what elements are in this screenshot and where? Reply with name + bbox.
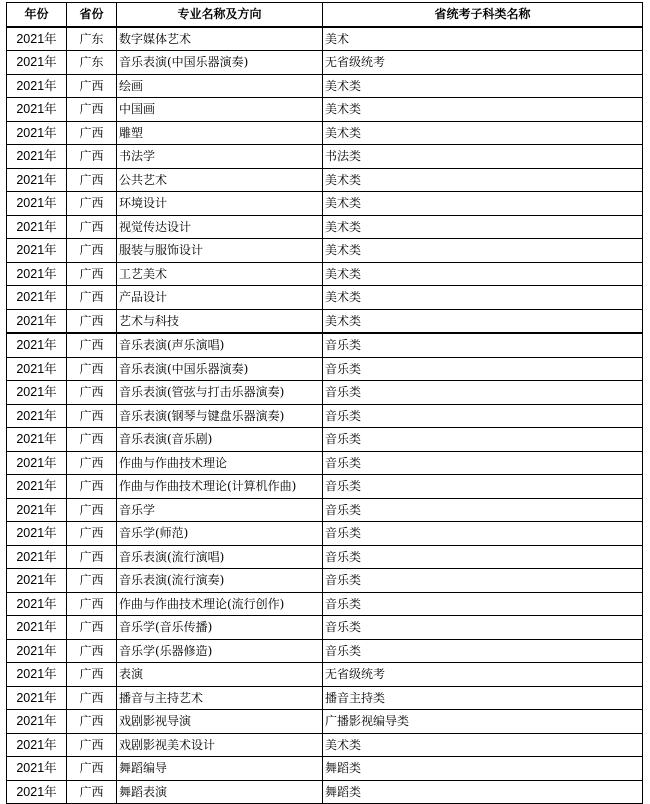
cell-province: 广西: [67, 239, 117, 263]
cell-category: 美术类: [323, 215, 643, 239]
header-province: 省份: [67, 3, 117, 27]
cell-province: 广西: [67, 569, 117, 593]
cell-year: 2021年: [7, 475, 67, 499]
cell-year: 2021年: [7, 262, 67, 286]
header-category: 省统考子科类名称: [323, 3, 643, 27]
cell-year: 2021年: [7, 592, 67, 616]
cell-province: 广西: [67, 381, 117, 405]
table-row: [7, 74, 643, 98]
table-row: [7, 451, 643, 475]
header-row: [7, 3, 643, 27]
table-row: [7, 121, 643, 145]
cell-province: 广西: [67, 145, 117, 169]
enrollment-table: [6, 2, 643, 804]
cell-province: 广西: [67, 98, 117, 122]
table-row: [7, 710, 643, 734]
cell-province: 广西: [67, 309, 117, 333]
cell-province: 广西: [67, 451, 117, 475]
table-row: [7, 357, 643, 381]
cell-province: 广西: [67, 357, 117, 381]
cell-province: 广西: [67, 168, 117, 192]
cell-province: 广西: [67, 428, 117, 452]
cell-province: 广西: [67, 74, 117, 98]
cell-province: 广东: [67, 27, 117, 51]
cell-year: 2021年: [7, 98, 67, 122]
cell-category: 舞蹈类: [323, 757, 643, 781]
table-row: [7, 98, 643, 122]
cell-major: 书法学: [117, 145, 323, 169]
cell-category: 美术类: [323, 262, 643, 286]
cell-major: 数字媒体艺术: [117, 27, 323, 51]
table-row: [7, 639, 643, 663]
cell-category: 音乐类: [323, 381, 643, 405]
table-row: [7, 145, 643, 169]
cell-year: 2021年: [7, 333, 67, 357]
cell-year: 2021年: [7, 404, 67, 428]
cell-year: 2021年: [7, 357, 67, 381]
cell-year: 2021年: [7, 639, 67, 663]
cell-category: 音乐类: [323, 451, 643, 475]
cell-major: 音乐表演(声乐演唱): [117, 333, 323, 357]
cell-major: 播音与主持艺术: [117, 686, 323, 710]
cell-category: 音乐类: [323, 357, 643, 381]
cell-year: 2021年: [7, 51, 67, 75]
table-row: [7, 51, 643, 75]
cell-major: 戏剧影视美术设计: [117, 733, 323, 757]
header-year: 年份: [7, 3, 67, 27]
cell-year: 2021年: [7, 215, 67, 239]
cell-province: 广西: [67, 710, 117, 734]
header-major: 专业名称及方向: [117, 3, 323, 27]
cell-major: 产品设计: [117, 286, 323, 310]
table-row: [7, 545, 643, 569]
cell-category: 音乐类: [323, 428, 643, 452]
cell-category: 无省级统考: [323, 663, 643, 687]
cell-major: 音乐学(乐器修造): [117, 639, 323, 663]
table-row: [7, 780, 643, 804]
cell-year: 2021年: [7, 168, 67, 192]
cell-major: 视觉传达设计: [117, 215, 323, 239]
cell-major: 音乐学(音乐传播): [117, 616, 323, 640]
cell-province: 广西: [67, 522, 117, 546]
cell-major: 音乐表演(音乐剧): [117, 428, 323, 452]
table-row: [7, 262, 643, 286]
cell-year: 2021年: [7, 569, 67, 593]
cell-year: 2021年: [7, 121, 67, 145]
cell-province: 广西: [67, 121, 117, 145]
cell-major: 表演: [117, 663, 323, 687]
cell-major: 音乐表演(流行演唱): [117, 545, 323, 569]
table-row: [7, 733, 643, 757]
cell-year: 2021年: [7, 381, 67, 405]
cell-category: 音乐类: [323, 569, 643, 593]
table-row: [7, 333, 643, 357]
cell-province: 广西: [67, 592, 117, 616]
cell-year: 2021年: [7, 27, 67, 51]
cell-category: 美术类: [323, 286, 643, 310]
cell-year: 2021年: [7, 663, 67, 687]
cell-province: 广西: [67, 192, 117, 216]
cell-category: 舞蹈类: [323, 780, 643, 804]
cell-year: 2021年: [7, 733, 67, 757]
cell-year: 2021年: [7, 498, 67, 522]
table-row: [7, 522, 643, 546]
table-row: [7, 168, 643, 192]
cell-category: 美术类: [323, 98, 643, 122]
cell-category: 音乐类: [323, 475, 643, 499]
cell-major: 音乐表演(流行演奏): [117, 569, 323, 593]
cell-category: 音乐类: [323, 333, 643, 357]
cell-category: 美术类: [323, 239, 643, 263]
cell-category: 美术类: [323, 309, 643, 333]
cell-province: 广西: [67, 616, 117, 640]
table-row: [7, 686, 643, 710]
cell-province: 广西: [67, 286, 117, 310]
cell-year: 2021年: [7, 616, 67, 640]
table-row: [7, 663, 643, 687]
cell-category: 美术类: [323, 733, 643, 757]
cell-category: 广播影视编导类: [323, 710, 643, 734]
cell-province: 广西: [67, 639, 117, 663]
cell-year: 2021年: [7, 145, 67, 169]
cell-province: 广西: [67, 498, 117, 522]
cell-major: 音乐表演(中国乐器演奏): [117, 51, 323, 75]
cell-category: 音乐类: [323, 522, 643, 546]
cell-province: 广西: [67, 545, 117, 569]
cell-major: 公共艺术: [117, 168, 323, 192]
cell-province: 广西: [67, 663, 117, 687]
cell-category: 音乐类: [323, 498, 643, 522]
table-header: [7, 3, 643, 27]
cell-province: 广西: [67, 757, 117, 781]
cell-province: 广西: [67, 780, 117, 804]
table-row: [7, 428, 643, 452]
cell-province: 广西: [67, 686, 117, 710]
cell-category: 播音主持类: [323, 686, 643, 710]
table-row: [7, 757, 643, 781]
cell-year: 2021年: [7, 780, 67, 804]
cell-major: 作曲与作曲技术理论: [117, 451, 323, 475]
cell-category: 美术类: [323, 74, 643, 98]
cell-category: 美术: [323, 27, 643, 51]
table-row: [7, 381, 643, 405]
cell-major: 戏剧影视导演: [117, 710, 323, 734]
table-row: [7, 239, 643, 263]
cell-major: 工艺美术: [117, 262, 323, 286]
cell-category: 音乐类: [323, 404, 643, 428]
cell-year: 2021年: [7, 686, 67, 710]
cell-category: 音乐类: [323, 616, 643, 640]
table-row: [7, 27, 643, 51]
cell-province: 广西: [67, 262, 117, 286]
table-row: [7, 475, 643, 499]
cell-year: 2021年: [7, 309, 67, 333]
cell-year: 2021年: [7, 710, 67, 734]
cell-major: 音乐学: [117, 498, 323, 522]
table-row: [7, 404, 643, 428]
table-body: [7, 27, 643, 804]
cell-year: 2021年: [7, 286, 67, 310]
cell-province: 广西: [67, 404, 117, 428]
table-row: [7, 498, 643, 522]
cell-year: 2021年: [7, 522, 67, 546]
cell-province: 广西: [67, 333, 117, 357]
cell-province: 广西: [67, 475, 117, 499]
cell-province: 广西: [67, 215, 117, 239]
table-row: [7, 616, 643, 640]
table-row: [7, 192, 643, 216]
cell-major: 艺术与科技: [117, 309, 323, 333]
cell-major: 作曲与作曲技术理论(计算机作曲): [117, 475, 323, 499]
cell-category: 无省级统考: [323, 51, 643, 75]
cell-year: 2021年: [7, 757, 67, 781]
cell-category: 美术类: [323, 192, 643, 216]
cell-major: 环境设计: [117, 192, 323, 216]
cell-major: 音乐表演(钢琴与键盘乐器演奏): [117, 404, 323, 428]
table-row: [7, 569, 643, 593]
cell-major: 雕塑: [117, 121, 323, 145]
cell-major: 舞蹈编导: [117, 757, 323, 781]
cell-year: 2021年: [7, 192, 67, 216]
cell-category: 书法类: [323, 145, 643, 169]
table-row: [7, 215, 643, 239]
cell-major: 中国画: [117, 98, 323, 122]
cell-category: 音乐类: [323, 592, 643, 616]
cell-category: 美术类: [323, 121, 643, 145]
cell-major: 音乐表演(管弦与打击乐器演奏): [117, 381, 323, 405]
cell-year: 2021年: [7, 74, 67, 98]
cell-province: 广西: [67, 733, 117, 757]
cell-major: 舞蹈表演: [117, 780, 323, 804]
table-row: [7, 592, 643, 616]
cell-category: 美术类: [323, 168, 643, 192]
cell-major: 绘画: [117, 74, 323, 98]
cell-province: 广东: [67, 51, 117, 75]
cell-year: 2021年: [7, 545, 67, 569]
cell-major: 音乐表演(中国乐器演奏): [117, 357, 323, 381]
cell-category: 音乐类: [323, 639, 643, 663]
cell-year: 2021年: [7, 428, 67, 452]
cell-major: 作曲与作曲技术理论(流行创作): [117, 592, 323, 616]
cell-year: 2021年: [7, 451, 67, 475]
cell-major: 音乐学(师范): [117, 522, 323, 546]
table-row: [7, 309, 643, 333]
cell-year: 2021年: [7, 239, 67, 263]
table-row: [7, 286, 643, 310]
cell-major: 服装与服饰设计: [117, 239, 323, 263]
cell-category: 音乐类: [323, 545, 643, 569]
